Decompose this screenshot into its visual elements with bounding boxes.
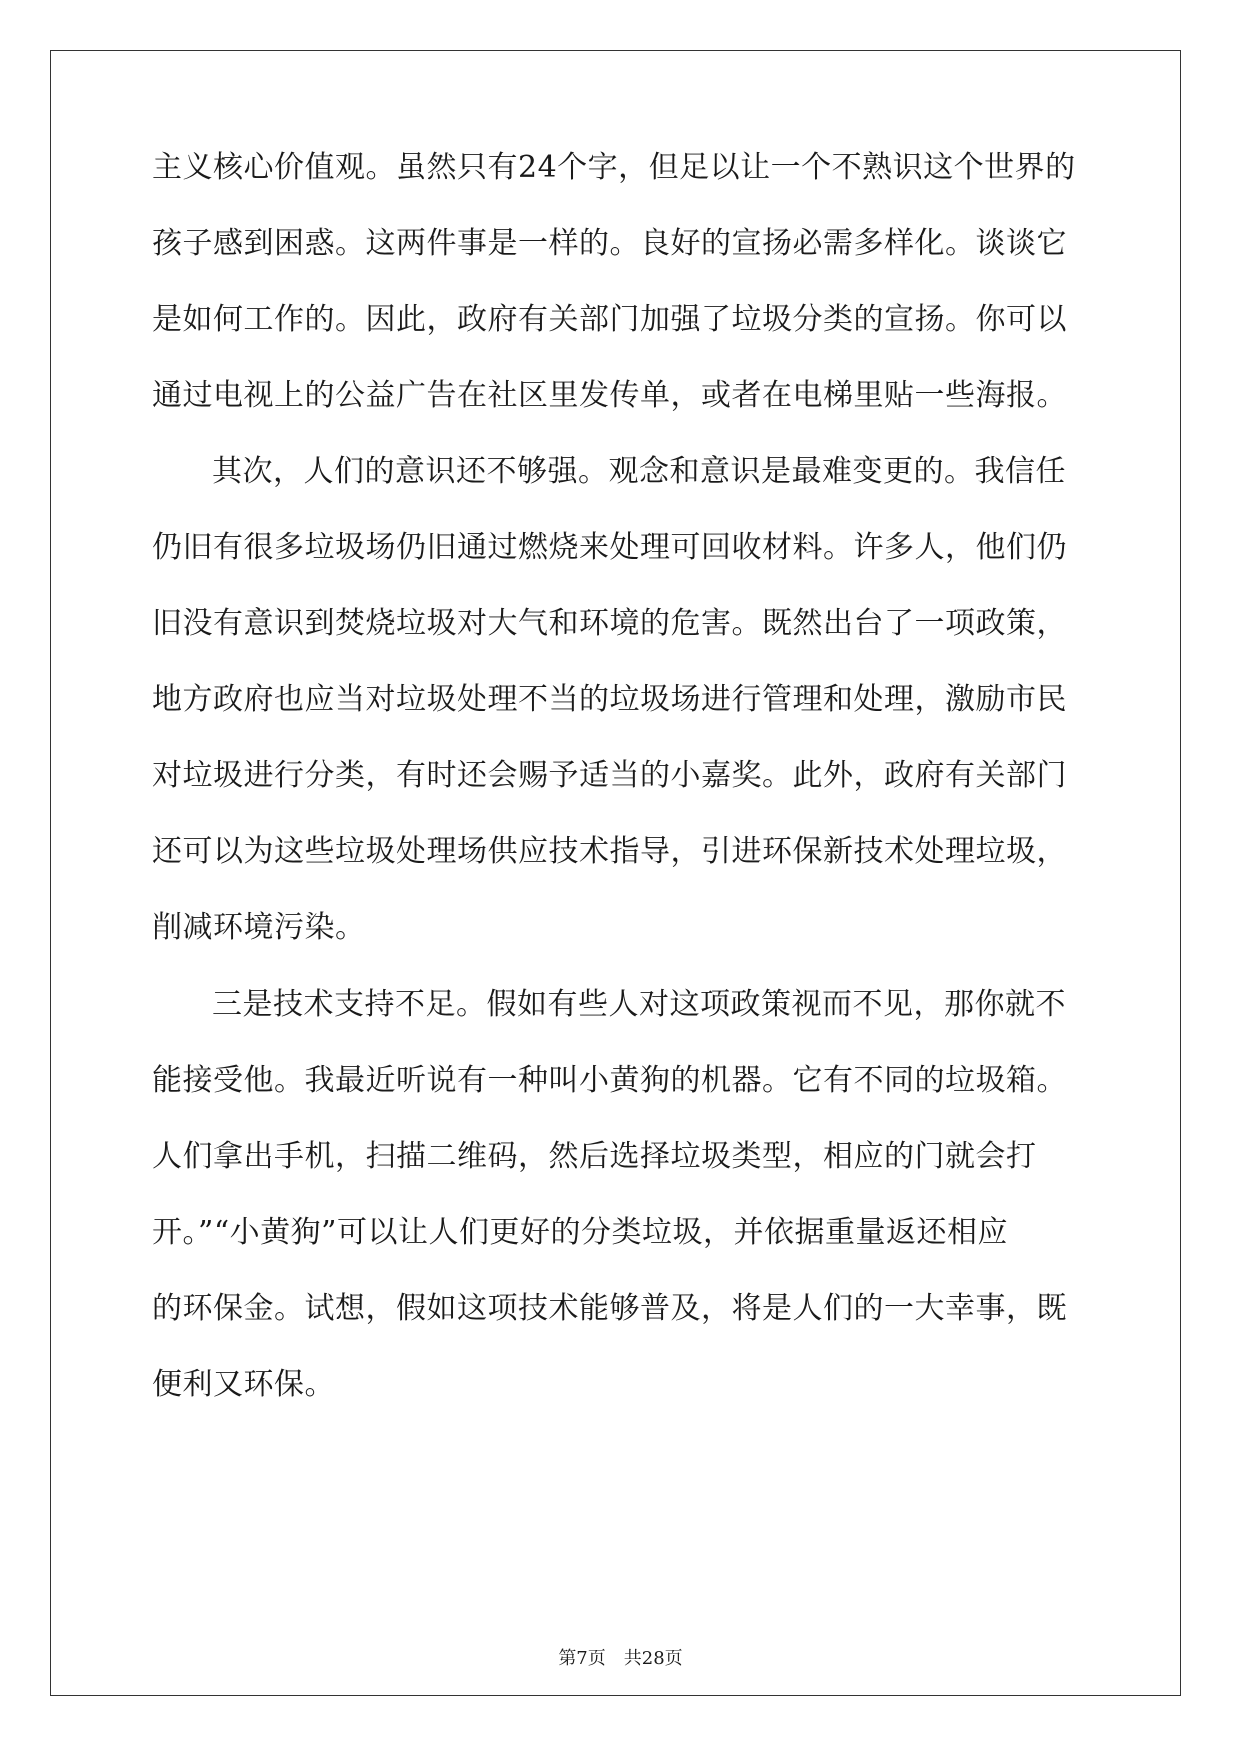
- text-line: 孩子感到困惑。这两件事是一样的。良好的宣扬必需多样化。谈谈它: [152, 226, 1067, 261]
- text-line: 是如何工作的。因此，政府有关部门加强了垃圾分类的宣扬。你可以: [152, 302, 1067, 337]
- text-line: 人们拿出手机，扫描二维码，然后选择垃圾类型，相应的门就会打: [152, 1139, 1037, 1174]
- text-line: 开。”“小黄狗”可以让人们更好的分类垃圾，并依据重量返还相应: [152, 1215, 1009, 1250]
- paragraph-first-line: 三是技术支持不足。假如有些人对这项政策视而不见，那你就不: [212, 987, 1066, 1022]
- text-line: 主义核心价值观。虽然只有24个字，但足以让一个不熟识这个世界的: [152, 150, 1076, 185]
- page-border: [50, 50, 1181, 1696]
- text-line: 便利又环保。: [152, 1367, 335, 1402]
- text-line: 削减环境污染。: [152, 910, 366, 945]
- text-line: 的环保金。试想，假如这项技术能够普及，将是人们的一大幸事，既: [152, 1291, 1067, 1326]
- text-line: 地方政府也应当对垃圾处理不当的垃圾场进行管理和处理，激励市民: [152, 682, 1067, 717]
- text-line: 仍旧有很多垃圾场仍旧通过燃烧来处理可回收材料。许多人，他们仍: [152, 530, 1067, 565]
- text-line: 旧没有意识到焚烧垃圾对大气和环境的危害。既然出台了一项政策，: [152, 606, 1067, 641]
- page-number-footer: 第7页 共28页: [558, 1648, 683, 1669]
- text-line: 还可以为这些垃圾处理场供应技术指导，引进环保新技术处理垃圾，: [152, 834, 1067, 869]
- text-line: 对垃圾进行分类，有时还会赐予适当的小嘉奖。此外，政府有关部门: [152, 758, 1067, 793]
- text-line: 通过电视上的公益广告在社区里发传单，或者在电梯里贴一些海报。: [152, 378, 1067, 413]
- text-line: 能接受他。我最近听说有一种叫小黄狗的机器。它有不同的垃圾箱。: [152, 1063, 1067, 1098]
- paragraph-first-line: 其次，人们的意识还不够强。观念和意识是最难变更的。我信任: [212, 454, 1066, 489]
